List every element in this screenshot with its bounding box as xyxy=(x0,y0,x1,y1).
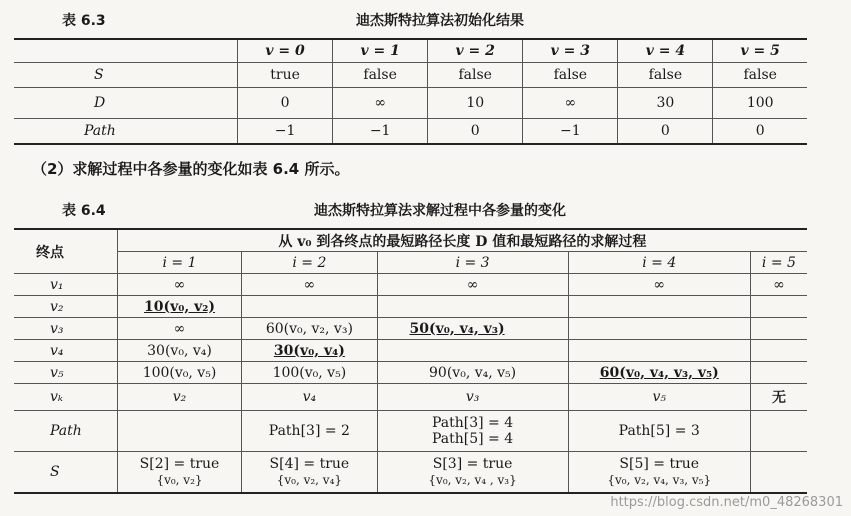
section-text: （2）求解过程中各参量的变化如表 6.4 所示。 xyxy=(32,160,350,178)
cell-line: {v₀, v₂} xyxy=(156,473,203,487)
iteration-header: i = 2 xyxy=(242,252,377,274)
table-row xyxy=(14,318,807,340)
table-cell: 90(v₀, v₄, v₅) xyxy=(377,362,568,384)
span-header: 从 v₀ 到各终点的最短路径长度 D 值和最短路径的求解过程 xyxy=(117,229,807,252)
table-cell: v₃ xyxy=(377,384,568,411)
table-cell: −1 xyxy=(238,119,333,145)
cell-line: S[2] = true xyxy=(139,456,220,472)
table-cell xyxy=(750,411,807,452)
table-cell xyxy=(750,452,807,494)
header-cell: v = 4 xyxy=(618,39,713,63)
table-cell xyxy=(568,340,750,362)
header-cell xyxy=(14,39,238,63)
iteration-header: i = 1 xyxy=(117,252,241,274)
table-cell: false xyxy=(618,63,713,88)
table-cell: 50(v₀, v₄, v₃) xyxy=(377,318,568,340)
table-cell xyxy=(377,452,568,494)
table-cell: 30(v₀, v₄) xyxy=(117,340,241,362)
table-cell: 100(v₀, v₅) xyxy=(242,362,377,384)
table-cell: ∞ xyxy=(117,318,241,340)
table-cell: false xyxy=(428,63,523,88)
table-cell: ∞ xyxy=(568,274,750,296)
table-cell xyxy=(568,296,750,318)
cell-line: Path[3] = 4 xyxy=(432,415,514,431)
table-cell: ∞ xyxy=(333,88,428,119)
table-cell xyxy=(242,296,377,318)
table-cell: −1 xyxy=(333,119,428,145)
table-cell: ∞ xyxy=(117,274,241,296)
table-cell: v₂ xyxy=(117,384,241,411)
table-row xyxy=(14,452,807,494)
table-cell: false xyxy=(523,63,618,88)
cell-line: S[4] = true xyxy=(269,456,350,472)
table-cell: ∞ xyxy=(377,274,568,296)
table-cell: 30 xyxy=(618,88,713,119)
table-cell xyxy=(242,452,377,494)
table-row xyxy=(14,362,807,384)
table-row xyxy=(14,296,807,318)
row-label: vₖ xyxy=(14,384,117,411)
iteration-header: i = 4 xyxy=(568,252,750,274)
table-6-4-label: 表 6.4 xyxy=(62,203,106,219)
table-6-4 xyxy=(14,228,807,494)
table-row xyxy=(14,119,807,145)
table-cell: 无 xyxy=(750,384,807,411)
table-6-3-label: 表 6.3 xyxy=(62,13,106,29)
table-cell xyxy=(568,318,750,340)
table-cell: 30(v₀, v₄) xyxy=(242,340,377,362)
row-label: S xyxy=(14,63,238,88)
table-cell: 0 xyxy=(428,119,523,145)
row-label: v₃ xyxy=(14,318,117,340)
row-label: v₂ xyxy=(14,296,117,318)
header-cell: v = 1 xyxy=(333,39,428,63)
row-label: v₅ xyxy=(14,362,117,384)
table-cell: v₄ xyxy=(242,384,377,411)
table-row xyxy=(14,252,807,274)
table-cell: −1 xyxy=(523,119,618,145)
table-cell: v₅ xyxy=(568,384,750,411)
table-cell: ∞ xyxy=(242,274,377,296)
header-cell: v = 0 xyxy=(238,39,333,63)
table-row xyxy=(14,274,807,296)
cell-line: {v₀, v₂, v₄, v₃, v₅} xyxy=(607,473,712,487)
table-cell xyxy=(750,362,807,384)
table-cell xyxy=(750,296,807,318)
table-cell xyxy=(377,296,568,318)
table-cell: 0 xyxy=(713,119,807,145)
header-cell: v = 2 xyxy=(428,39,523,63)
header-cell: v = 5 xyxy=(713,39,807,63)
row-label: S xyxy=(50,464,60,480)
table-cell: false xyxy=(713,63,807,88)
table-cell: 0 xyxy=(618,119,713,145)
table-cell: Path[3] = 2 xyxy=(242,411,377,452)
table-cell: ∞ xyxy=(750,274,807,296)
row-label: D xyxy=(14,88,238,119)
table-row xyxy=(14,229,807,252)
cell-line: {v₀, v₂, v₄} xyxy=(276,473,343,487)
iteration-header: i = 5 xyxy=(750,252,807,274)
table-row xyxy=(14,39,807,63)
table-row xyxy=(14,63,807,88)
table-row xyxy=(14,384,807,411)
table-cell xyxy=(568,452,750,494)
table-row xyxy=(14,340,807,362)
cell-line: S[3] = true xyxy=(432,456,513,472)
watermark-text: https://blog.csdn.net/m0_48268301 xyxy=(610,495,843,510)
table-cell: 60(v₀, v₄, v₃, v₅) xyxy=(568,362,750,384)
iteration-header: i = 3 xyxy=(377,252,568,274)
corner-cell: 终点 xyxy=(14,229,117,274)
table-6-3-caption: 迪杰斯特拉算法初始化结果 xyxy=(356,13,524,29)
table-cell xyxy=(750,318,807,340)
table-cell: false xyxy=(333,63,428,88)
table-cell: 100(v₀, v₅) xyxy=(117,362,241,384)
table-cell: 60(v₀, v₂, v₃) xyxy=(242,318,377,340)
table-cell xyxy=(750,340,807,362)
table-cell xyxy=(117,452,241,494)
header-cell: v = 3 xyxy=(523,39,618,63)
table-cell: 0 xyxy=(238,88,333,119)
table-cell xyxy=(117,411,241,452)
table-cell: ∞ xyxy=(523,88,618,119)
table-cell: 10(v₀, v₂) xyxy=(117,296,241,318)
cell-line: Path[5] = 4 xyxy=(432,431,514,447)
table-row xyxy=(14,88,807,119)
row-label: Path xyxy=(14,411,117,452)
table-cell: 10 xyxy=(428,88,523,119)
table-cell xyxy=(377,411,568,452)
table-cell: 100 xyxy=(713,88,807,119)
table-row xyxy=(14,411,807,452)
table-6-4-caption: 迪杰斯特拉算法求解过程中各参量的变化 xyxy=(314,203,566,219)
row-label: Path xyxy=(84,123,116,139)
table-cell: Path[5] = 3 xyxy=(568,411,750,452)
cell-line: {v₀, v₂, v₄ , v₃} xyxy=(428,473,517,487)
row-label: v₁ xyxy=(14,274,117,296)
table-6-3 xyxy=(14,38,807,145)
cell-line: S[5] = true xyxy=(619,456,700,472)
table-cell xyxy=(377,340,568,362)
row-label: v₄ xyxy=(14,340,117,362)
table-cell: true xyxy=(238,63,333,88)
